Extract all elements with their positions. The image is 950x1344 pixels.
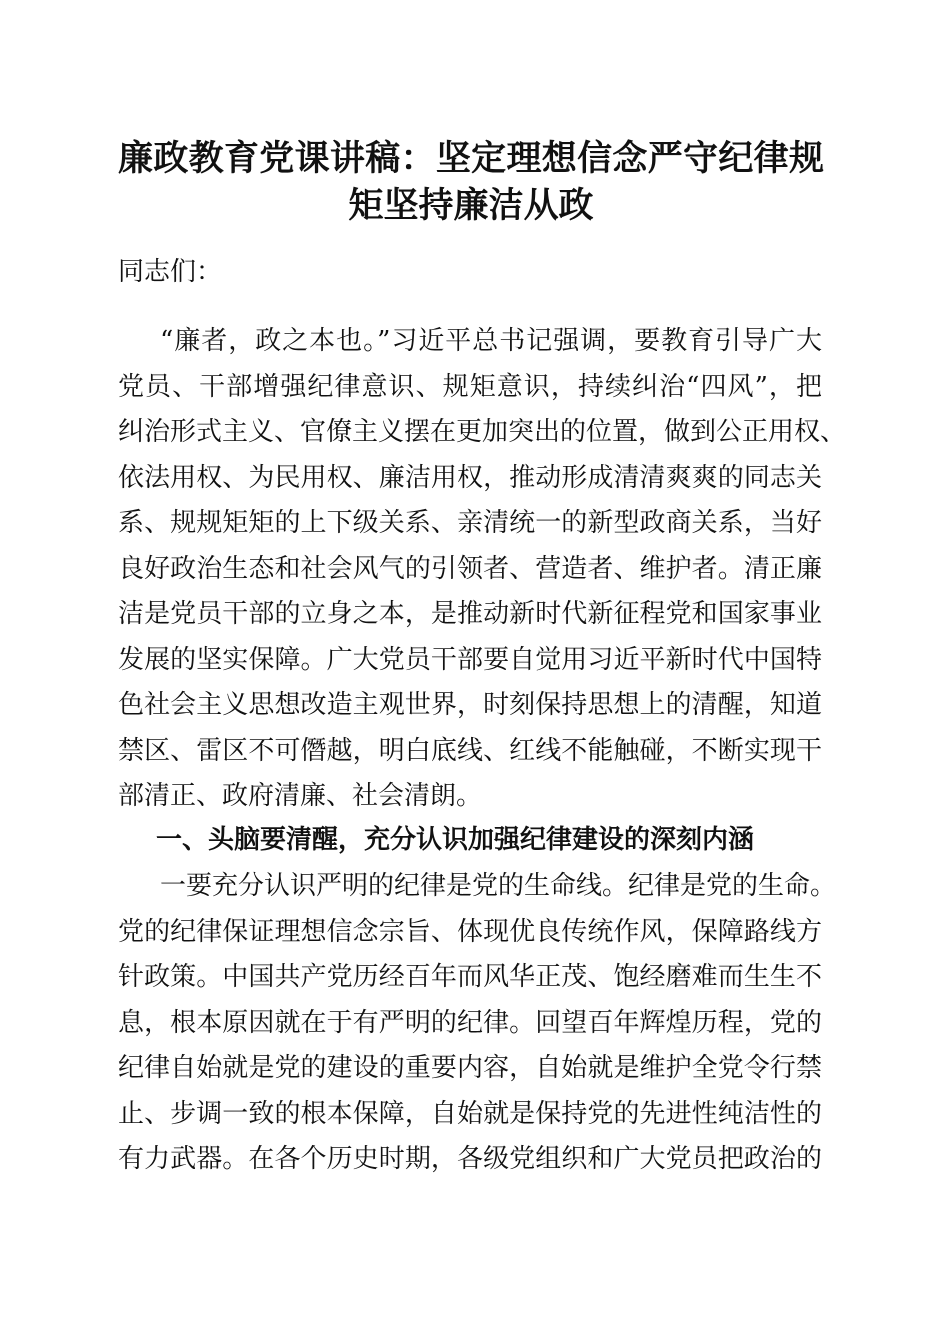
section-heading-1: 一、头脑要清醒，充分认识加强纪律建设的深刻内涵 [156,825,755,855]
paragraph-line: 止、步调一致的根本保障，自始就是保持党的先进性纯洁性的 [118,1098,822,1129]
paragraph-line: 系、规规矩矩的上下级关系、亲清统一的新型政商关系，当好 [118,508,822,538]
paragraph-line: 部清正、政府清廉、社会清朗。 [118,781,483,811]
paragraph-line: 依法用权、为民用权、廉洁用权，推动形成清清爽爽的同志关 [118,462,822,493]
paragraph-line: 有力武器。在各个历史时期，各级党组织和广大党员把政治的 [118,1144,822,1174]
paragraph-line: 纪律自始就是党的建设的重要内容，自始就是维护全党令行禁 [118,1053,822,1083]
paragraph-line: 良好政治生态和社会风气的引领者、营造者、维护者。清正廉 [118,553,822,584]
paragraph-line: 针政策。中国共产党历经百年而风华正茂、饱经磨难而生生不 [118,962,822,992]
paragraph-line: 发展的坚实保障。广大党员干部要自觉用习近平新时代中国特 [118,644,822,675]
paragraph-line: 色社会主义思想改造主观世界，时刻保持思想上的清醒，知道 [118,690,822,720]
paragraph-line: 禁区、雷区不可僭越，明白底线、红线不能触碰，不断实现干 [118,735,822,766]
paragraph-line: 纠治形式主义、官僚主义摆在更加突出的位置，做到公正用权、 [118,417,847,447]
document-title-line-1: 廉政教育党课讲稿：坚定理想信念严守纪律规 [118,138,824,179]
greeting: 同志们： [118,257,223,287]
paragraph-line: 一要充分认识严明的纪律是党的生命线。纪律是党的生命。 [160,871,837,901]
paragraph-line: 洁是党员干部的立身之本，是推动新时代新征程党和国家事业 [118,599,822,629]
paragraph-line: 党员、干部增强纪律意识、规矩意识，持续纠治“四风”，把 [118,371,822,402]
paragraph-line: 息，根本原因就在于有严明的纪律。回望百年辉煌历程，党的 [118,1007,822,1038]
paragraph-line: 党的纪律保证理想信念宗旨、体现优良传统作风，保障路线方 [118,916,822,947]
document-title-line-2: 矩坚持廉洁从政 [348,185,594,226]
paragraph-line: “廉者，政之本也。”习近平总书记强调，要教育引导广大 [160,326,822,356]
